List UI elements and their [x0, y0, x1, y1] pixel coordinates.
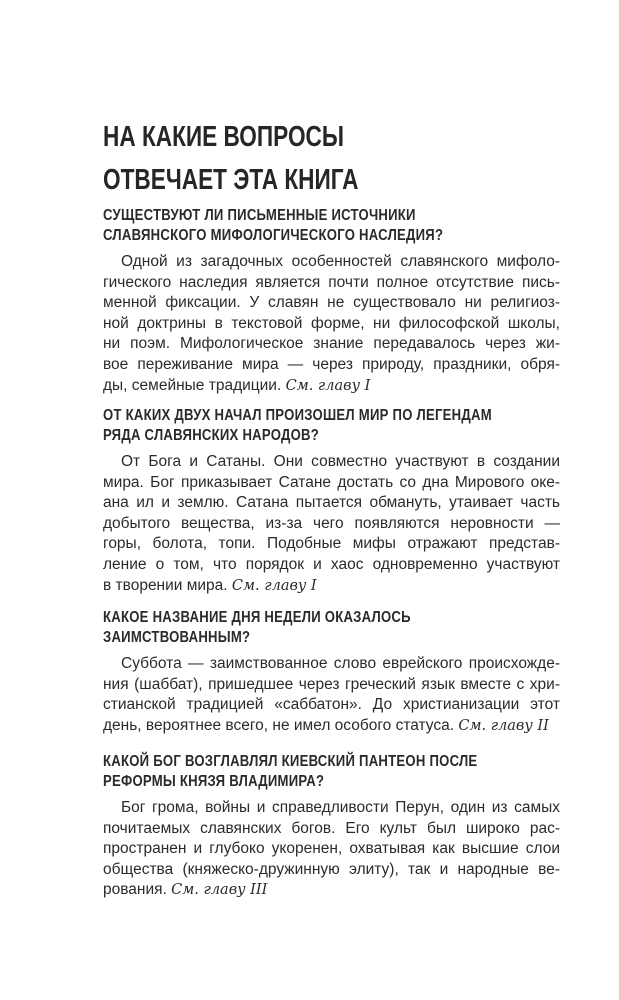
answer-line — [103, 314, 560, 335]
page — [103, 116, 560, 899]
question-heading — [103, 206, 478, 246]
answer-line-text: мира. Бог приказывает Сатане достать со дна Мирового оке- — [103, 473, 560, 491]
answer-line-text: общества (княжеско-дружинную элиту), так и народные ве- — [103, 860, 560, 878]
answer-line-text: день, вероятнее всего, не имел особого статуса. — [103, 716, 459, 734]
answer-line-text: ной доктрины в текстовой форме, ни философской школы, — [103, 314, 560, 332]
question-heading — [103, 752, 478, 792]
answer-line-text: ана ил и землю. Сатана пытается обмануть, утаивает часть — [103, 494, 560, 512]
answer-line-text: рования. — [103, 881, 172, 899]
answer-line-text: горы, болота, топи. Подобные мифы отражают представ- — [103, 535, 560, 553]
answer-line-text: От Бога и Сатаны. Они совместно участвуют в создании — [121, 453, 560, 470]
answer-line — [103, 473, 560, 494]
answer-line-text: ни поэм. Мифологическое знание передавалось через жи- — [103, 335, 560, 353]
answer-line — [103, 534, 560, 555]
answer-text — [103, 798, 560, 901]
answer-line-text: стианской традицией «саббатон». До христианизации этот — [103, 696, 560, 714]
answer-line-text: ды, семейные традиции. — [103, 376, 286, 394]
page-title — [103, 116, 459, 202]
answer-line — [103, 376, 560, 397]
answer-line-text: Одной из загадочных особенностей славянского мифоло- — [121, 253, 560, 270]
answer-line — [103, 860, 560, 881]
answer-line-text: ния (шаббат), пришедшее через греческий язык вместе с хри- — [103, 675, 560, 693]
question-line: СЛАВЯНСКОГО МИФОЛОГИЧЕСКОГО НАСЛЕДИЯ? — [103, 227, 444, 244]
qa-section — [103, 608, 560, 736]
answer-line — [103, 555, 560, 576]
answer-line-text: пространен и глубоко укоренен, охватывая как высшие слои — [103, 840, 560, 858]
chapter-reference: См. главу I — [285, 377, 371, 394]
qa-section — [103, 752, 560, 901]
answer-line — [103, 334, 560, 355]
answer-line-text: гического наследия является почти полное отсутствие пись- — [103, 273, 560, 291]
answer-line — [103, 654, 560, 675]
answer-line-text: менной фиксации. У славян не существовало ни религиоз- — [103, 294, 560, 312]
question-line: ЗАИМСТВОВАННЫМ? — [103, 629, 251, 646]
answer-line — [103, 716, 560, 737]
answer-line — [103, 576, 560, 597]
question-line: КАКОЙ БОГ ВОЗГЛАВЛЯЛ КИЕВСКИЙ ПАНТЕОН ПОСЛЕ — [103, 753, 478, 770]
question-heading — [103, 406, 492, 446]
chapter-reference: См. главу I — [231, 577, 317, 594]
question-heading — [103, 608, 478, 648]
question-line: ОТ КАКИХ ДВУХ НАЧАЛ ПРОИЗОШЕЛ МИР ПО ЛЕГЕНДАМ — [103, 407, 492, 424]
question-line: РЯДА СЛАВЯНСКИХ НАРОДОВ? — [103, 427, 320, 444]
answer-line-text: почитаемых славянских богов. Его культ был широко рас- — [103, 819, 560, 837]
answer-line — [103, 293, 560, 314]
answer-line — [103, 798, 560, 819]
answer-text — [103, 654, 560, 736]
question-line: СУЩЕСТВУЮТ ЛИ ПИСЬМЕННЫЕ ИСТОЧНИКИ — [103, 207, 416, 224]
answer-text — [103, 252, 560, 396]
question-line: КАКОЕ НАЗВАНИЕ ДНЯ НЕДЕЛИ ОКАЗАЛОСЬ — [103, 609, 411, 626]
answer-line — [103, 514, 560, 535]
qa-section — [103, 406, 577, 596]
question-line: РЕФОРМЫ КНЯЗЯ ВЛАДИМИРА? — [103, 773, 325, 790]
answer-line — [103, 273, 560, 294]
answer-line — [103, 252, 560, 273]
answer-line-text: Бог грома, войны и справедливости Перун, один из самых — [121, 799, 560, 816]
answer-line-text: добытого вещества, из-за чего появляются неровности — — [103, 514, 560, 532]
answer-text — [103, 452, 577, 596]
answer-line — [103, 839, 560, 860]
answer-line — [103, 493, 560, 514]
chapter-reference: См. главу III — [171, 882, 268, 899]
answer-line — [103, 819, 560, 840]
answer-line-text: Суббота — заимствованное слово еврейского происхожде- — [121, 655, 560, 672]
answer-line — [103, 355, 560, 376]
answer-line-text: в творении мира. — [103, 576, 232, 594]
title-line: ОТВЕЧАЕТ ЭТА КНИГА — [103, 164, 359, 196]
answer-line — [103, 695, 560, 716]
answer-line — [103, 452, 560, 473]
answer-line — [103, 880, 560, 901]
answer-line — [103, 675, 560, 696]
title-line: НА КАКИЕ ВОПРОСЫ — [103, 121, 345, 153]
qa-section — [103, 206, 560, 396]
chapter-reference: См. главу II — [458, 717, 549, 734]
answer-line-text: вое переживание мира — через природу, праздники, обря- — [103, 355, 560, 373]
answer-line-text: ление о том, что порядок и хаос одновременно участвуют — [103, 555, 560, 573]
